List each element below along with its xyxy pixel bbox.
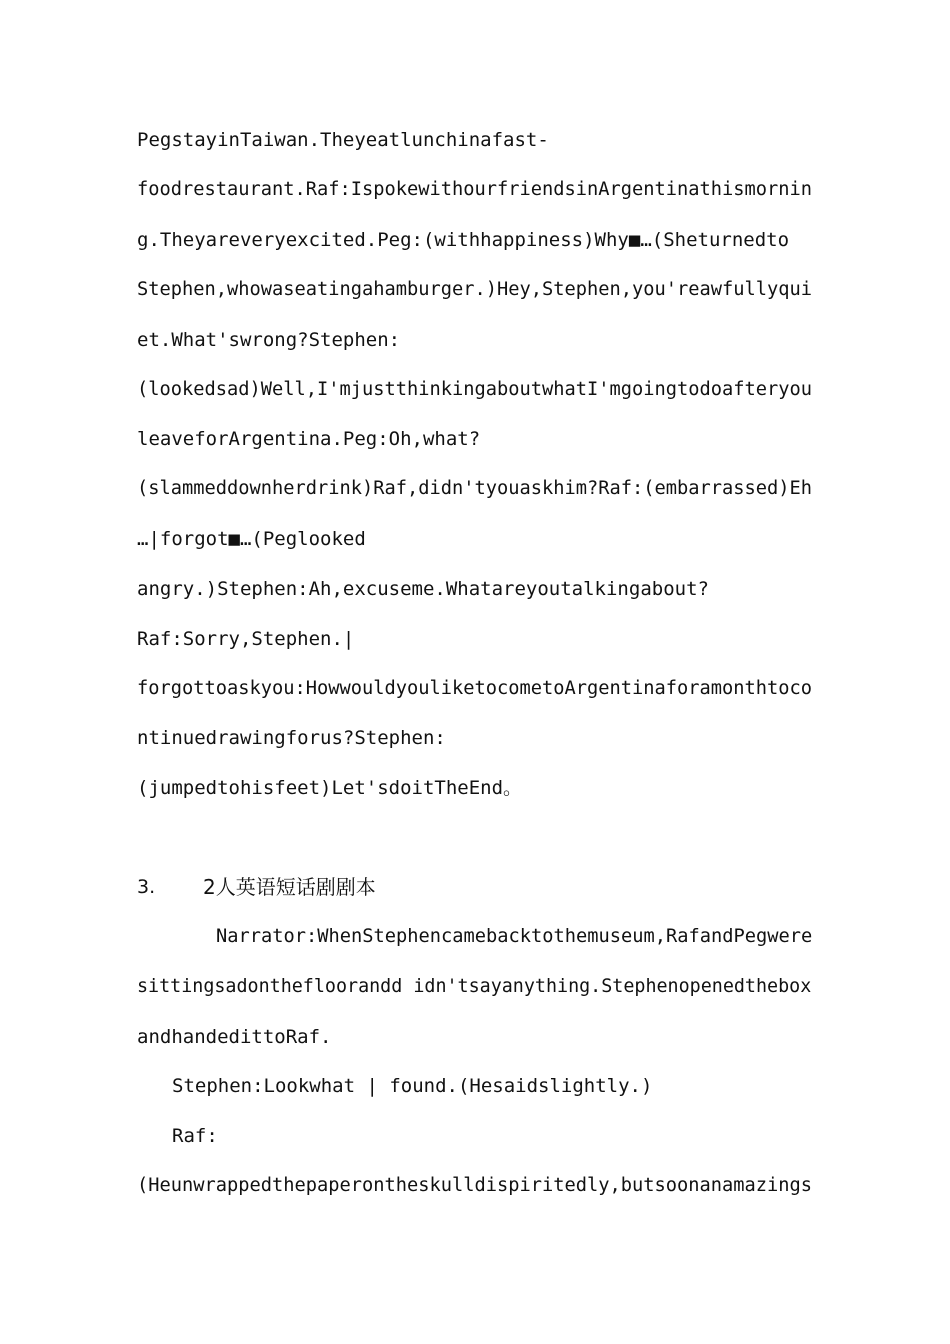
dialogue-line-raf: (Heunwrappedthepaperontheskulldispiritedly,butsoonanamazings [137, 1175, 813, 1196]
body-text-line: Raf:Sorry,Stephen.| [137, 628, 355, 650]
body-text-line: foodrestaurant.Raf:IspokewithourfriendsinArgentinathismornin [137, 179, 813, 200]
body-text-line: (slammeddownherdrink)Raf,didn'tyouaskhim?Raf:(embarrassed)Eh [137, 478, 813, 499]
body-text-line: PegstayinTaiwan.Theyeatlunchinafast- [137, 129, 549, 151]
body-text-line: ntinuedrawingforus?Stephen: [137, 727, 446, 749]
body-text-line: Stephen,whowaseatingahamburger.)Hey,Stephen,you'reawfullyqui [137, 279, 813, 300]
body-text-line: (lookedsad)Well,I'mjustthinkingaboutwhatI'mgoingtodoafteryou [137, 379, 813, 400]
body-text-line: (jumpedtohisfeet)Let'sdoitTheEnd。 [137, 777, 523, 799]
narrator-line: Narrator:WhenStephencamebacktothemuseum,RafandPegwere [216, 926, 813, 947]
body-text-line: …|forgot■…(Peglooked [137, 528, 366, 550]
dialogue-line-stephen: Stephen:Lookwhat | found.(Hesaidslightly.) [172, 1075, 653, 1097]
body-text-line: forgottoaskyou:HowwouldyouliketocometoArgentinaforamonthtoco [137, 678, 813, 699]
body-text-line: et.What'swrong?Stephen: [137, 329, 401, 351]
narrator-line: sittingsadonthefloorandd idn'tsayanything.Stephenopenedthebox [137, 976, 812, 997]
body-text-line: g.Theyareveryexcited.Peg:(withhappiness)Why■…(Sheturnedto [137, 229, 790, 251]
body-text-line: leaveforArgentina.Peg:Oh,what? [137, 428, 481, 450]
section-number: 3. [137, 876, 156, 898]
body-text-line: angry.)Stephen:Ah,excuseme.Whatareyoutalkingabout? [137, 578, 709, 600]
dialogue-speaker-raf: Raf: [172, 1125, 218, 1147]
narrator-line: andhandedittoRaf. [137, 1026, 332, 1048]
section-title: 2人英语短话剧剧本 [203, 875, 376, 899]
